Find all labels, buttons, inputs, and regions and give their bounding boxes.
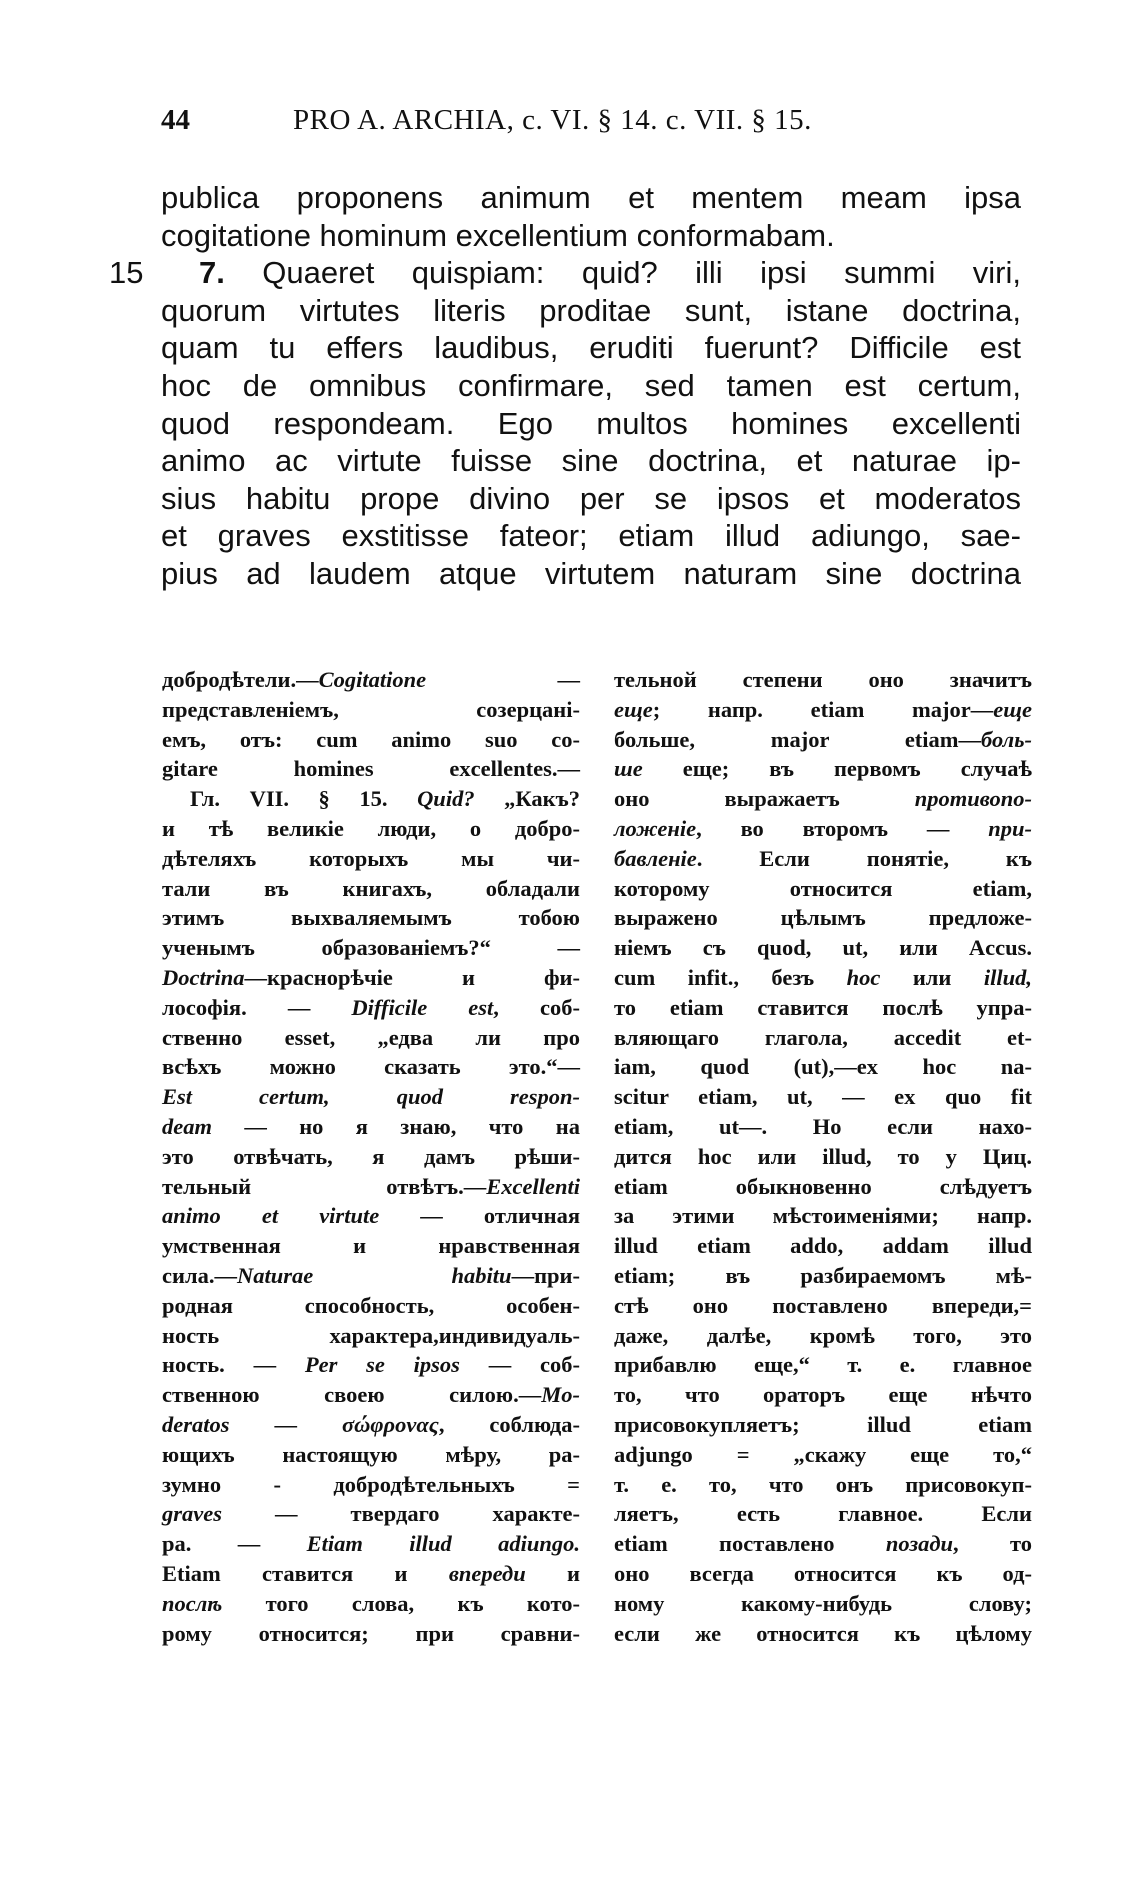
running-header (161, 104, 1021, 140)
commentary-right-column (614, 665, 1032, 1648)
text-line (614, 1619, 1032, 1649)
text-segment: и (525, 1560, 580, 1586)
text-segment: оно выражаетъ (614, 786, 915, 812)
text-segment: представленіемъ, созерцані- (162, 696, 580, 722)
text-line (161, 367, 1021, 405)
text-line (614, 754, 1032, 784)
italic-text: позади (885, 1531, 954, 1557)
text-line (614, 1321, 1032, 1351)
text-segment: , во второмъ — (696, 815, 989, 841)
text-line (162, 1559, 580, 1589)
text-line (162, 1499, 580, 1529)
text-segment: выражено цѣлымъ предложе- (614, 905, 1032, 931)
text-line (162, 1529, 580, 1559)
italic-text: Naturae habitu (236, 1262, 512, 1288)
text-segment: etiam обыкновенно слѣдуетъ (614, 1173, 1032, 1199)
text-segment: тали въ книгахъ, обладали (162, 875, 580, 901)
italic-text: Excellenti (486, 1173, 580, 1199)
text-line (614, 814, 1032, 844)
text-segment: если же относится къ цѣлому (614, 1620, 1032, 1646)
text-line (109, 254, 1021, 292)
text-segment: дится hoc или illud, то у Циц. (614, 1143, 1032, 1169)
text-segment: родная способность, особен- (162, 1292, 580, 1318)
text-segment: illud etiam addo, addam illud (614, 1233, 1032, 1259)
italic-text: deam (162, 1113, 212, 1139)
text-segment: ляетъ, есть главное. Если (614, 1501, 1032, 1527)
text-segment: ному какому-нибудь слову; (614, 1590, 1032, 1616)
text-line (162, 1052, 580, 1082)
text-segment: Quaeret quispiam: quid? illi ipsi summi viri, (224, 255, 1021, 291)
text-segment: и тѣ великіе люди, о добро- (162, 815, 580, 841)
italic-text: при- (988, 815, 1032, 841)
italic-text: впереди (448, 1560, 526, 1586)
italic-text: противопо- (914, 786, 1032, 812)
text-line (162, 814, 580, 844)
text-line (614, 874, 1032, 904)
text-line (614, 1172, 1032, 1202)
text-line (161, 442, 1021, 480)
text-segment: cogitatione hominum excellentium conformabam. (161, 217, 835, 253)
text-line (162, 1023, 580, 1053)
text-line (162, 1350, 580, 1380)
text-segment: quod respondeam. Ego multos homines excellenti (161, 405, 1021, 441)
text-segment: ученымъ образованіемъ?“ — (162, 935, 580, 961)
text-line (162, 695, 580, 725)
text-line (614, 963, 1032, 993)
text-segment: quam tu effers laudibus, eruditi fuerunt? Difficile est (161, 330, 1021, 366)
text-segment: стѣ оно поставлено впереди,= (614, 1292, 1032, 1318)
italic-text: бавленіе (614, 845, 697, 871)
italic-text: hoc (846, 964, 881, 990)
text-segment: то, что ораторъ еще нѣчто (614, 1382, 1032, 1408)
text-line (162, 1172, 580, 1202)
text-segment: ; напр. etiam major— (652, 696, 994, 722)
text-segment: то etiam ставится послѣ упра- (614, 994, 1032, 1020)
commentary-left-column (162, 665, 580, 1648)
text-line (614, 1023, 1032, 1053)
text-segment: или (880, 964, 984, 990)
text-segment: зумно - добродѣтельныхъ = (162, 1471, 580, 1497)
text-segment: , соб- (493, 994, 580, 1020)
italic-text: animo et virtute (162, 1203, 380, 1229)
italic-text: Est certum, quod respon- (162, 1084, 580, 1110)
text-segment: добродѣтели.— (162, 667, 319, 692)
text-segment: вляющаго глагола, accedit et- (614, 1024, 1032, 1050)
text-line (162, 754, 580, 784)
text-segment: —краснорѣчіе и фи- (244, 964, 580, 990)
text-segment: тельной степени оно значитъ (614, 667, 1032, 692)
main-latin-text (109, 179, 1021, 593)
italic-text: Mo- (541, 1382, 580, 1408)
text-line (614, 844, 1032, 874)
margin-line-number: 15 (109, 255, 144, 291)
text-segment: даже, далѣе, кромѣ того, это (614, 1322, 1032, 1348)
text-segment: это отвѣчать, я дамъ рѣши- (162, 1143, 580, 1169)
text-line (162, 1410, 580, 1440)
text-line (614, 1291, 1032, 1321)
text-segment: ственною своею силою.— (162, 1382, 542, 1408)
text-line (161, 329, 1021, 367)
text-line (614, 1559, 1032, 1589)
text-line (614, 1410, 1032, 1440)
italic-text: Cogitatione (318, 667, 427, 692)
text-line (162, 1619, 580, 1649)
bold-text: 7. (199, 255, 225, 291)
text-line (161, 555, 1021, 593)
text-line (614, 784, 1032, 814)
text-line (162, 1261, 580, 1291)
text-segment: ра. — (162, 1531, 307, 1557)
text-line (614, 665, 1032, 695)
text-segment: этимъ выхваляемымъ тобою (162, 905, 580, 931)
text-segment: тельный отвѣтъ.— (162, 1173, 487, 1199)
text-line (614, 1529, 1032, 1559)
text-line (162, 903, 580, 933)
text-line (162, 1142, 580, 1172)
text-segment: за этими мѣстоименіями; напр. (614, 1203, 1032, 1229)
text-segment: лософія. — (162, 994, 352, 1020)
italic-text: ше (614, 756, 643, 782)
italic-text: illud, (983, 964, 1032, 990)
text-segment: etiam поставлено (614, 1531, 886, 1557)
text-segment: gitare homines excellentes.— (162, 756, 580, 782)
text-line (614, 1231, 1032, 1261)
text-line (161, 179, 1021, 217)
page-number: 44 (161, 104, 190, 136)
text-line (614, 993, 1032, 1023)
text-line (162, 844, 580, 874)
italic-text: еще (614, 696, 653, 722)
text-segment: дѣтеляхъ которыхъ мы чи- (162, 845, 580, 871)
text-line (614, 1499, 1032, 1529)
text-line (614, 1440, 1032, 1470)
text-line (162, 1231, 580, 1261)
text-segment: — соб- (459, 1352, 580, 1378)
italic-text: Etiam illud adiungo. (306, 1531, 581, 1557)
text-segment: ющихъ настоящую мѣру, ра- (162, 1441, 580, 1467)
text-segment: — отличная (379, 1203, 581, 1229)
text-line (162, 1112, 580, 1142)
text-line (161, 292, 1021, 330)
text-segment: ность. — (162, 1352, 305, 1378)
text-segment: — твердаго характе- (222, 1501, 580, 1527)
text-line (162, 784, 580, 814)
text-segment: которому относится etiam, (614, 875, 1032, 901)
text-segment: adjungo = „скажу еще то,“ (614, 1441, 1032, 1467)
text-segment: прибавлю еще,“ т. е. главное (614, 1352, 1032, 1378)
italic-text: ложеніе (614, 815, 697, 841)
text-line (614, 1380, 1032, 1410)
italic-text: еще (993, 696, 1032, 722)
text-line (614, 1350, 1032, 1380)
text-segment: ность характера,индивидуаль- (162, 1322, 580, 1348)
text-segment: , то (953, 1531, 1032, 1557)
italic-text: Per se ipsos (304, 1352, 460, 1378)
text-line (162, 1291, 580, 1321)
text-line (614, 1082, 1032, 1112)
text-segment: сила.— (162, 1262, 237, 1288)
italic-text: послѣ (162, 1590, 223, 1616)
text-segment: , соблюда- (438, 1411, 580, 1437)
text-segment: ніемъ съ quod, ut, или Accus. (614, 935, 1032, 961)
text-line (614, 695, 1032, 725)
text-segment: — но я знаю, что на (212, 1113, 580, 1139)
text-line (614, 903, 1032, 933)
text-line (162, 1201, 580, 1231)
text-segment: quorum virtutes literis proditae sunt, istane doctrina, (161, 292, 1021, 328)
text-segment: рому относится; при сравни- (162, 1620, 580, 1646)
text-segment: — (426, 667, 580, 692)
text-line (162, 1321, 580, 1351)
text-line (614, 1142, 1032, 1172)
text-segment: больше, major etiam— (614, 726, 982, 752)
text-line (614, 933, 1032, 963)
italic-text: Difficile est (351, 994, 494, 1020)
text-segment: ственно esset, „едва ли про (162, 1024, 580, 1050)
text-line (162, 1440, 580, 1470)
text-segment: умственная и нравственная (162, 1233, 580, 1259)
text-segment: cum infit., безъ (614, 964, 847, 990)
text-line (614, 1052, 1032, 1082)
text-line (614, 1589, 1032, 1619)
italic-text: Quid? (417, 786, 475, 812)
text-segment: —при- (511, 1262, 580, 1288)
text-segment: — (229, 1411, 342, 1437)
italic-text: σώφρονας (341, 1411, 439, 1437)
text-line (161, 405, 1021, 443)
text-segment: iam, quod (ut),—ex hoc na- (614, 1054, 1032, 1080)
text-segment: Гл. VII. § 15. (190, 786, 418, 812)
text-segment: всѣхъ можно сказать это.“— (162, 1054, 580, 1080)
text-line (614, 1112, 1032, 1142)
text-line (162, 933, 580, 963)
text-line (161, 517, 1021, 555)
text-line (162, 725, 580, 755)
italic-text: deratos (162, 1411, 230, 1437)
text-line (614, 1470, 1032, 1500)
text-segment: „Какъ? (474, 786, 580, 812)
text-line (614, 725, 1032, 755)
text-line (162, 963, 580, 993)
text-segment: емъ, отъ: cum animo suo co- (162, 726, 580, 752)
text-line (162, 1380, 580, 1410)
text-segment: т. е. то, что онъ присовокуп- (614, 1471, 1032, 1497)
text-line (162, 1470, 580, 1500)
text-segment: sius habitu prope divino per se ipsos et moderatos (161, 480, 1021, 516)
text-segment: еще; въ первомъ случаѣ (642, 756, 1032, 782)
text-segment: Etiam ставится и (162, 1560, 449, 1586)
text-line (161, 480, 1021, 518)
text-line (162, 874, 580, 904)
text-segment: hoc de omnibus confirmare, sed tamen est certum, (161, 367, 1021, 403)
text-segment: . Если понятіе, къ (696, 845, 1032, 871)
italic-text: боль- (981, 726, 1032, 752)
text-line (162, 993, 580, 1023)
italic-text: graves (162, 1501, 222, 1527)
text-line (614, 1261, 1032, 1291)
text-segment: etiam, ut—. Но если нахо- (614, 1113, 1032, 1139)
text-segment: scitur etiam, ut, — ex quo fit (614, 1084, 1032, 1110)
text-segment: оно всегда относится къ од- (614, 1560, 1032, 1586)
text-line (162, 1082, 580, 1112)
text-line (162, 1589, 580, 1619)
text-segment: присовокупляетъ; illud etiam (614, 1411, 1032, 1437)
text-segment: pius ad laudem atque virtutem naturam sine doctrina (161, 555, 1021, 591)
text-segment: publica proponens animum et mentem meam ipsa (161, 180, 1021, 215)
text-line (161, 217, 1021, 255)
text-segment: того слова, къ кото- (222, 1590, 580, 1616)
text-segment: animo ac virtute fuisse sine doctrina, et naturae ip- (161, 443, 1021, 479)
text-line (162, 665, 580, 695)
text-line (614, 1201, 1032, 1231)
text-segment: etiam; въ разбираемомъ мѣ- (614, 1262, 1032, 1288)
italic-text: Doctrina (162, 964, 245, 990)
text-segment: et graves exstitisse fateor; etiam illud adiungo, sae- (161, 518, 1021, 554)
running-head-title: PRO A. ARCHIA, c. VI. § 14. c. VII. § 15. (293, 104, 812, 136)
